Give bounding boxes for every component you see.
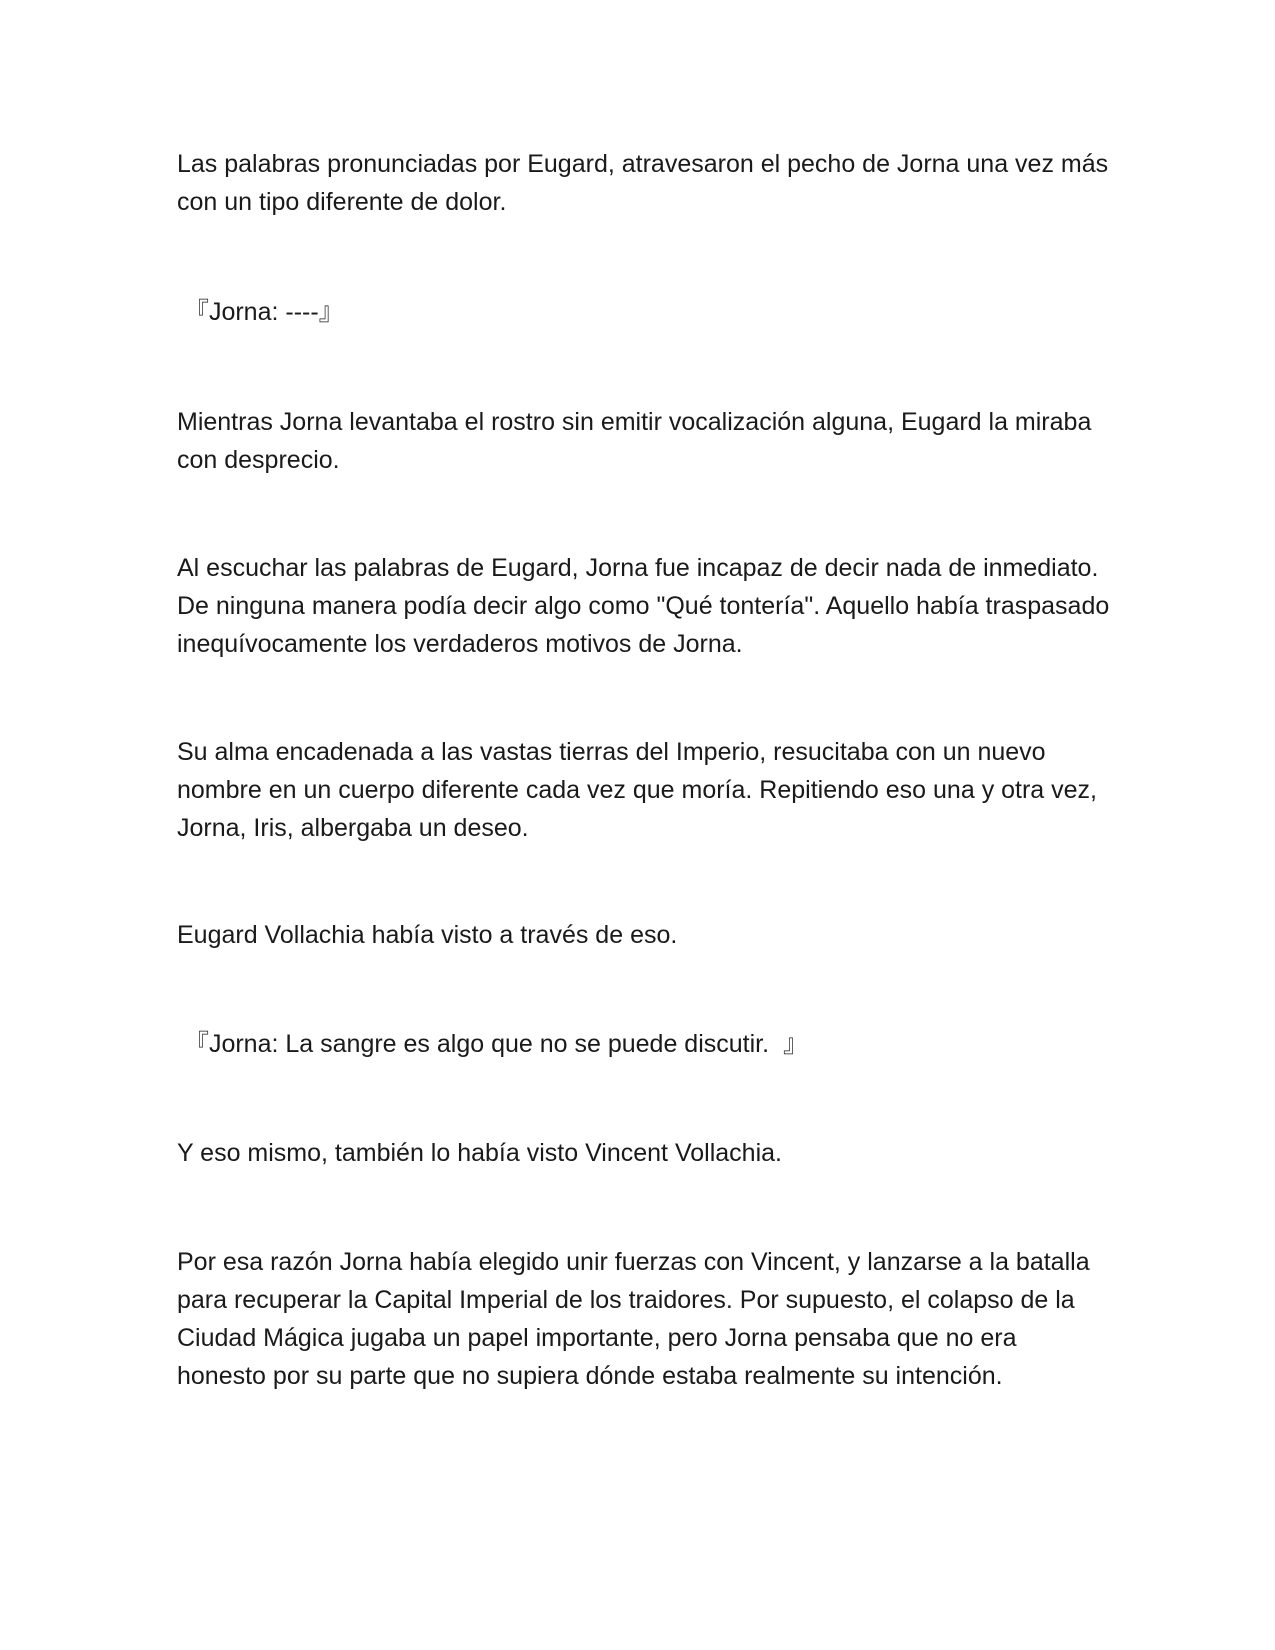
paragraph-2: Mientras Jorna levantaba el rostro sin emitir vocalización alguna, Eugard la miraba con desprecio. [177, 408, 1099, 474]
paragraph-5: Eugard Vollachia había visto a través de eso. [177, 921, 678, 949]
paragraph-4: Su alma encadenada a las vastas tierras del Imperio, resucitaba con un nuevo nombre en un cuerpo diferente cada vez que moría. Repitiendo eso una y otra vez, Jorna, Iris, albergaba un deseo. [177, 738, 1104, 842]
dialogue-line-1: 『Jorna: ----』 [177, 298, 344, 326]
paragraph-3: Al escuchar las palabras de Eugard, Jorna fue incapaz de decir nada de inmediato. De ninguna manera podía decir algo como "Qué tontería". Aquello había traspasado inequívocamente los verdaderos motivos de Jorna. [177, 554, 1117, 658]
paragraph-1: Las palabras pronunciadas por Eugard, atravesaron el pecho de Jorna una vez más con un tipo diferente de dolor. [177, 150, 1116, 216]
dialogue-line-2: 『Jorna: La sangre es algo que no se puede discutir. 』 [177, 1030, 808, 1058]
paragraph-7: Por esa razón Jorna había elegido unir fuerzas con Vincent, y lanzarse a la batalla para recuperar la Capital Imperial de los traidores. Por supuesto, el colapso de la Ciudad Mágica jugaba un papel importante, pero Jorna pensaba que no era honesto por su parte que no supiera dónde estaba realmente su intención. [177, 1248, 1097, 1390]
paragraph-6: Y eso mismo, también lo había visto Vincent Vollachia. [177, 1139, 782, 1167]
